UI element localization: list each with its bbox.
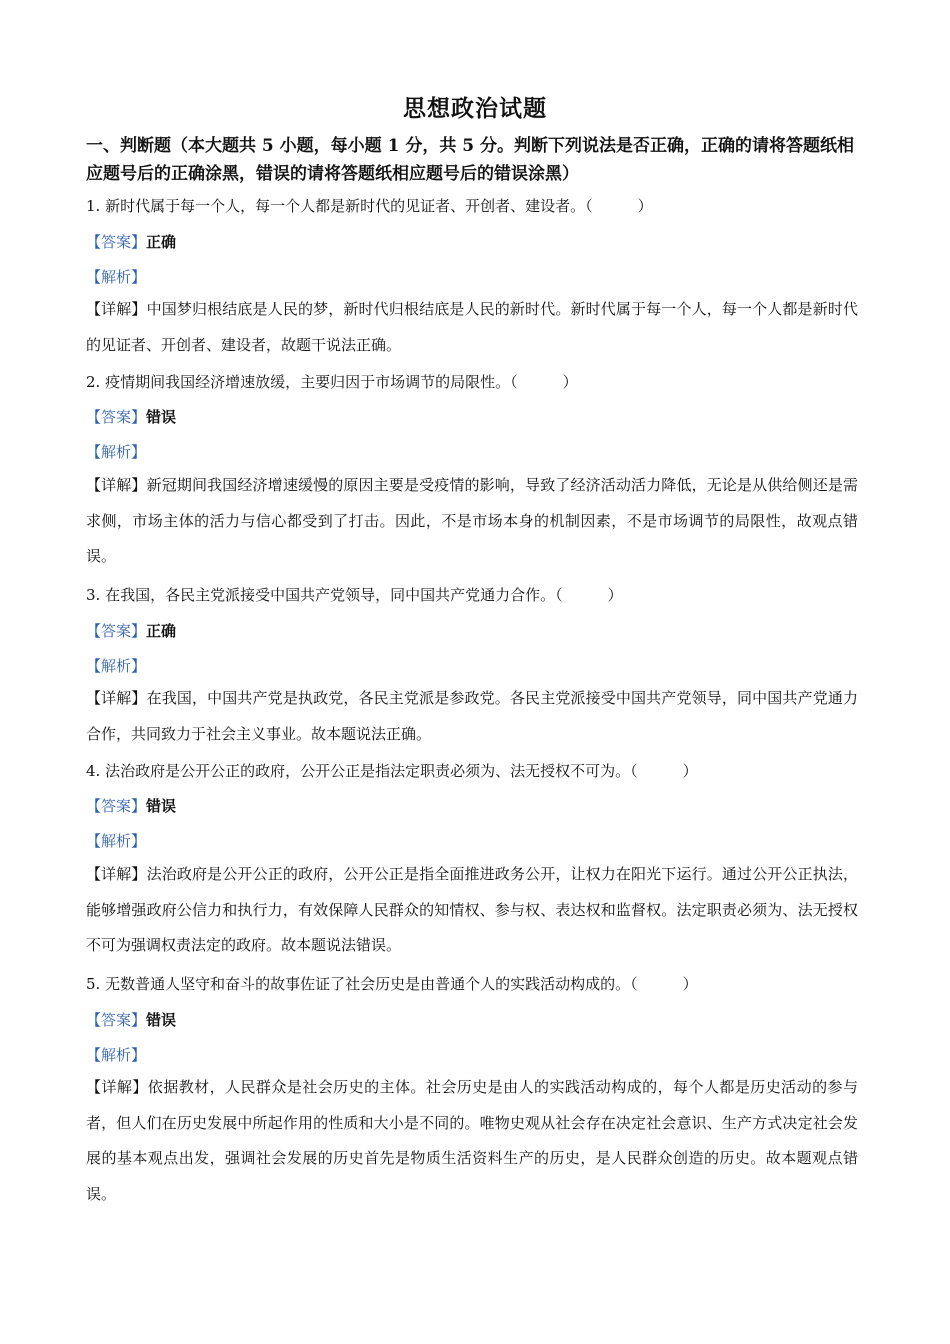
question-4-analysis (86, 830, 866, 851)
question-1-stem: 1. 新时代属于每一个人，每一个人都是新时代的见证者、开创者、建设者。（ ） (86, 197, 653, 215)
answer-label: 【答案】 (86, 233, 147, 251)
answer-value: 正确 (146, 233, 177, 251)
question-5-analysis (86, 1044, 866, 1065)
analysis-label: 【解析】 (86, 268, 147, 286)
question-3-stem: 3. 在我国，各民主党派接受中国共产党领导，同中国共产党通力合作。（ ） (86, 586, 623, 604)
page-title: 思想政治试题 (403, 95, 547, 122)
question-4-answer (86, 795, 866, 816)
detail-label: 【详解】 (86, 476, 147, 494)
question-5-answer (86, 1009, 866, 1030)
detail-label: 【详解】 (86, 865, 147, 883)
analysis-label: 【解析】 (86, 832, 147, 850)
question-2-answer (86, 406, 866, 427)
question-1-analysis (86, 266, 866, 287)
answer-value: 错误 (146, 408, 177, 426)
question-3-answer (86, 620, 866, 641)
answer-value: 错误 (146, 1011, 177, 1029)
answer-label: 【答案】 (86, 622, 147, 640)
answer-label: 【答案】 (86, 1011, 147, 1029)
detail-text: 依据教材，人民群众是社会历史的主体。社会历史是由人的实践活动构成的，每个人都是历史活动的参与者，但人们在历史发展中所起作用的性质和大小是不同的。唯物史观从社会存在决定社会意识、生产方式决定社会发展的基本观点出发，强调社会发展的历史首先是物质生活资料生产的历史，是人民群众创造的历史。故本题观点错误。 (86, 1078, 858, 1203)
question-2-analysis (86, 441, 866, 462)
question-3-detail (86, 681, 858, 752)
question-5-stem: 5. 无数普通人坚守和奋斗的故事佐证了社会历史是由普通个人的实践活动构成的。（ ） (86, 975, 698, 993)
question-2-stem: 2. 疫情期间我国经济增速放缓，主要归因于市场调节的局限性。（ ） (86, 373, 578, 391)
question-1-detail (86, 292, 858, 363)
analysis-label: 【解析】 (86, 443, 147, 461)
detail-label: 【详解】 (86, 300, 147, 318)
question-4-stem: 4. 法治政府是公开公正的政府，公开公正是指法定职责必须为、法无授权不可为。（ ） (86, 762, 698, 780)
detail-text: 在我国，中国共产党是执政党，各民主党派是参政党。各民主党派接受中国共产党领导，同中国共产党通力合作，共同致力于社会主义事业。故本题说法正确。 (86, 689, 858, 743)
question-2-detail (86, 468, 858, 575)
detail-text: 法治政府是公开公正的政府，公开公正是指全面推进政务公开，让权力在阳光下运行。通过公开公正执法，能够增强政府公信力和执行力，有效保障人民群众的知情权、参与权、表达权和监督权。法定职责必须为、法无授权不可为强调权责法定的政府。故本题说法错误。 (86, 865, 858, 954)
detail-label: 【详解】 (86, 1078, 148, 1096)
analysis-label: 【解析】 (86, 657, 147, 675)
answer-value: 错误 (146, 797, 177, 815)
answer-label: 【答案】 (86, 408, 147, 426)
question-4-detail (86, 857, 858, 964)
analysis-label: 【解析】 (86, 1046, 147, 1064)
answer-value: 正确 (146, 622, 177, 640)
detail-text: 新冠期间我国经济增速缓慢的原因主要是受疫情的影响，导致了经济活动活力降低，无论是从供给侧还是需求侧，市场主体的活力与信心都受到了打击。因此，不是市场本身的机制因素，不是市场调节的局限性，故观点错误。 (86, 476, 858, 565)
detail-text: 中国梦归根结底是人民的梦，新时代归根结底是人民的新时代。新时代属于每一个人，每一个人都是新时代的见证者、开创者、建设者，故题干说法正确。 (86, 300, 858, 354)
question-5-detail (86, 1070, 858, 1212)
detail-label: 【详解】 (86, 689, 147, 707)
question-1-answer (86, 231, 866, 252)
answer-label: 【答案】 (86, 797, 147, 815)
question-3-analysis (86, 655, 866, 676)
section-heading: 一、判断题（本大题共 5 小题，每小题 1 分，共 5 分。判断下列说法是否正确，正确的请将答题纸相应题号后的正确涂黑，错误的请将答题纸相应题号后的错误涂黑） (86, 136, 854, 184)
